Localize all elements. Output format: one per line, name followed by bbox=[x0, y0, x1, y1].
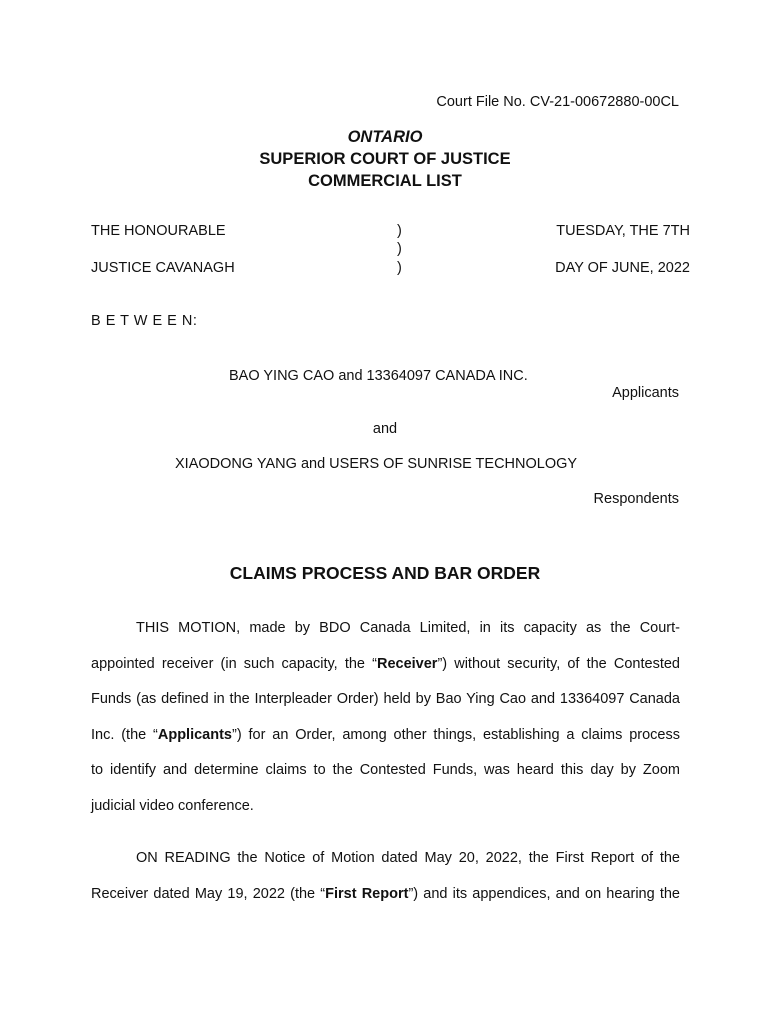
applicants-names: BAO YING CAO and 13364097 CANADA INC. bbox=[229, 368, 528, 384]
text-run: Inc. (the “ bbox=[91, 726, 158, 743]
court-heading: SUPERIOR COURT OF JUSTICE bbox=[259, 150, 511, 168]
between-label: B E T W E E N: bbox=[91, 313, 198, 329]
judge-name: JUSTICE CAVANAGH bbox=[91, 260, 235, 276]
paragraph-line bbox=[91, 718, 680, 754]
bracket: ) bbox=[397, 223, 402, 239]
paragraph-line: to identify and determine claims to the Contested Funds, was heard this day by Zoom bbox=[91, 762, 680, 778]
text-run: ”) without security, of the Contested bbox=[437, 655, 680, 672]
paragraph-line: ON READING the Notice of Motion dated May 20, 2022, the First Report of the bbox=[136, 850, 680, 866]
order-title: CLAIMS PROCESS AND BAR ORDER bbox=[229, 563, 541, 583]
paragraph-line: judicial video conference. bbox=[91, 797, 254, 814]
judge-title: THE HONOURABLE bbox=[91, 223, 226, 239]
paragraph-line bbox=[91, 877, 680, 913]
paragraph-line: THIS MOTION, made by BDO Canada Limited, in its capacity as the Court- bbox=[136, 620, 680, 636]
court-file-number: Court File No. CV-21-00672880-00CL bbox=[436, 94, 679, 110]
list-heading: COMMERCIAL LIST bbox=[308, 172, 462, 190]
text-run: ”) and its appendices, and on hearing the bbox=[408, 885, 680, 902]
text-run: Receiver dated May 19, 2022 (the “ bbox=[91, 885, 326, 902]
respondents-names: XIAODONG YANG and USERS OF SUNRISE TECHNOLOGY bbox=[175, 456, 578, 472]
paragraph-line bbox=[91, 647, 680, 683]
hearing-date: DAY OF JUNE, 2022 bbox=[555, 260, 690, 276]
province-heading: ONTARIO bbox=[347, 128, 423, 146]
applicants-label: Applicants bbox=[612, 385, 679, 401]
defined-term: Receiver bbox=[376, 655, 438, 672]
paragraph-line: Funds (as defined in the Interpleader Order) held by Bao Ying Cao and 13364097 Canada bbox=[91, 691, 680, 707]
bracket: ) bbox=[397, 241, 402, 257]
bracket: ) bbox=[397, 260, 402, 276]
defined-term: Applicants bbox=[157, 726, 232, 743]
motion-paragraph bbox=[91, 611, 680, 824]
and-separator: and bbox=[372, 421, 398, 437]
respondents-label: Respondents bbox=[593, 491, 679, 507]
reading-paragraph bbox=[91, 841, 680, 912]
text-run: ”) for an Order, among other things, establishing a claims process bbox=[232, 726, 680, 743]
text-run: appointed receiver (in such capacity, the “ bbox=[91, 655, 377, 672]
defined-term: First Report bbox=[325, 885, 409, 902]
hearing-day: TUESDAY, THE 7TH bbox=[556, 223, 690, 239]
